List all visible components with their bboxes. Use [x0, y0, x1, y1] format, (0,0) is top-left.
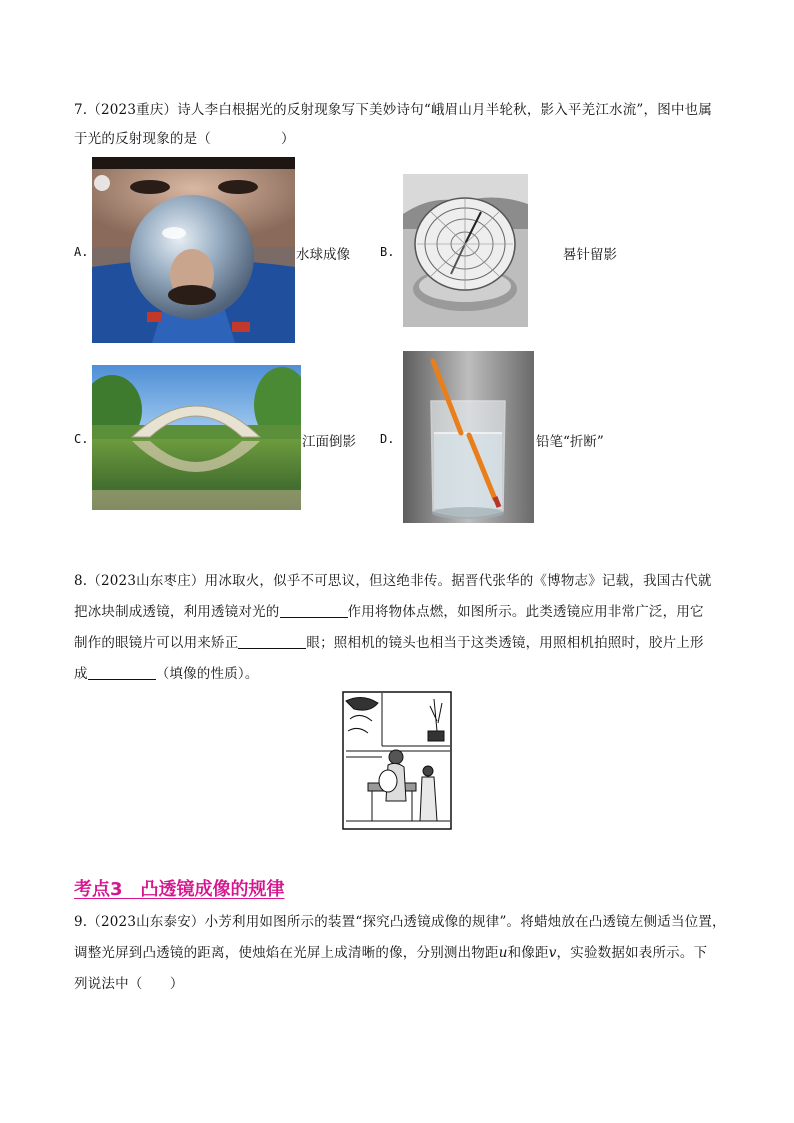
- q8-blank-3[interactable]: [88, 665, 156, 680]
- option-a-letter: A.: [74, 245, 89, 259]
- q8-blank-1[interactable]: [280, 603, 348, 618]
- q9-line2-text-b: 和像距: [507, 945, 549, 961]
- option-b-letter: B.: [380, 245, 395, 259]
- option-d-caption: 铅笔“折断”: [536, 434, 604, 450]
- option-b-caption: 晷针留影: [563, 247, 617, 263]
- q8-stem-line1: 8.（2023山东枣庄）用冰取火，似乎不可思议，但这绝非传。据晋代张华的《博物志》记载，我国古代就: [74, 573, 712, 589]
- q8-line2-text-a: 把冰块制成透镜，利用透镜对光的: [74, 604, 280, 620]
- q9-stem-line3: 列说法中（ ）: [74, 976, 184, 992]
- q9-var-v: v: [548, 945, 557, 961]
- q7-stem-line2-close: ）: [281, 131, 295, 147]
- option-c-caption: 江面倒影: [302, 434, 356, 450]
- q7-stem-line1: 7.（2023重庆）诗人李白根据光的反射现象写下美妙诗句“峨眉山月半轮秋，影入平羌江水流”，图中也属: [74, 102, 713, 118]
- option-c-letter: C.: [74, 432, 89, 446]
- q8-line2-text-b: 作用将物体点燃，如图所示。此类透镜应用非常广泛，用它: [347, 604, 704, 620]
- q8-line3-text-b: 眼；照相机的镜头也相当于这类透镜，用照相机拍照时，胶片上形: [306, 635, 704, 651]
- section-heading: 考点3 凸透镜成像的规律: [74, 879, 285, 900]
- q8-line4-text-b: （填像的性质）。: [155, 666, 259, 682]
- q8-stem-line3: [74, 633, 704, 653]
- option-a-caption: 水球成像: [296, 247, 350, 263]
- q8-blank-2[interactable]: [238, 634, 306, 649]
- q8-stem-line4: [74, 664, 259, 684]
- water-sphere-photo: [92, 157, 295, 343]
- q9-line2-text-c: ，实验数据如表所示。下: [556, 945, 708, 961]
- q9-stem-line1: 9.（2023山东泰安）小芳利用如图所示的装置“探究凸透镜成像的规律”。将蜡烛放在凸透镜左侧适当位置，: [74, 914, 726, 930]
- ancient-ice-lens-illustration: [342, 691, 452, 830]
- q8-stem-line2: [74, 602, 704, 622]
- q9-var-u: u: [498, 945, 508, 961]
- q9-line2-text-a: 调整光屏到凸透镜的距离，使烛焰在光屏上成清晰的像，分别测出物距: [74, 945, 499, 961]
- q8-line4-text-a: 成: [74, 666, 88, 682]
- q7-stem-line2: [74, 129, 295, 149]
- pencil-in-glass-photo: [403, 351, 534, 523]
- q8-line3-text-a: 制作的眼镜片可以用来矫正: [74, 635, 239, 651]
- option-d-letter: D.: [380, 432, 395, 446]
- arch-bridge-photo: [92, 365, 301, 510]
- sundial-photo: [403, 174, 528, 327]
- q9-stem-line2: [74, 943, 707, 963]
- q7-stem-line2-text: 于光的反射现象的是（: [74, 131, 211, 147]
